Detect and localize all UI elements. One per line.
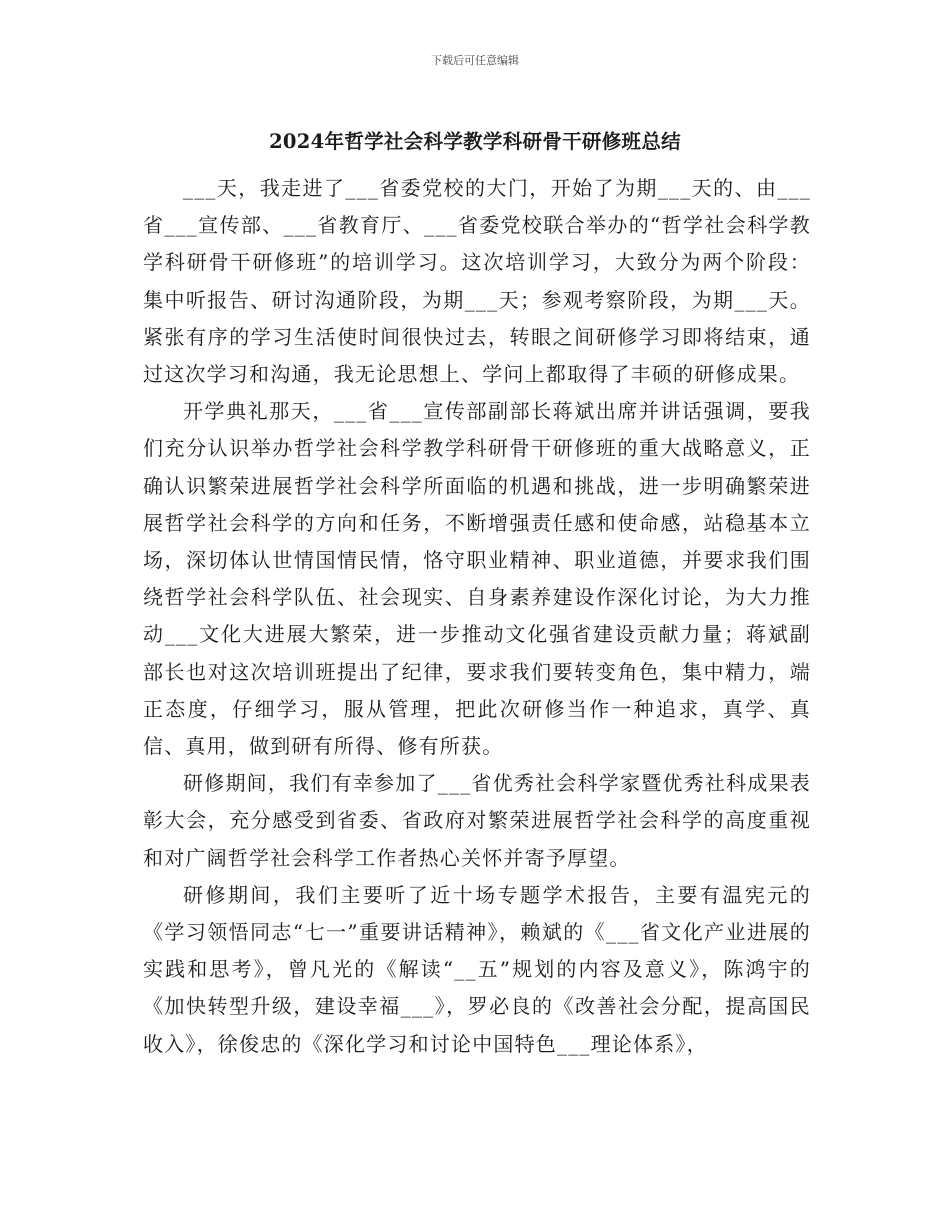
document-title: 2024年哲学社会科学教学科研骨干研修班总结 xyxy=(269,130,681,153)
paragraph-opening-ceremony: 开学典礼那天，___省___宣传部副部长蒋斌出席并讲话强调，要我们充分认识举办哲学社会科学教学科研骨干研修班的重大战略意义，正确认识繁荣进展哲学社会科学所面临的机遇和挑战，进一步明确繁荣进展哲学社会科学的方向和任务，不断增强责任感和使命感，站稳基本立场，深切体认世情国情民情，恪守职业精神、职业道德，并要求我们围绕哲学社会科学队伍、社会现实、自身素养建设作深化讨论，为大力推动___文化大进展大繁荣，进一步推动文化强省建设贡献力量；蒋斌副部长也对这次培训班提出了纪律，要求我们要转变角色，集中精力，端正态度，仔细学习，服从管理，把此次研修当作一种追求，真学、真信、真用，做到研有所得、修有所获。 xyxy=(143,399,811,759)
paragraph-lectures: 研修期间，我们主要听了近十场专题学术报告，主要有温宪元的《学习领悟同志“七一”重要讲话精神》，赖斌的《___省文化产业进展的实践和思考》，曾凡光的《解读“__五”规划的内容及意义》，陈鸿宇的《加快转型升级，建设幸福___》，罗必良的《改善社会分配，提高国民收入》，徐俊忠的《深化学习和讨论中国特色___理论体系》， xyxy=(143,882,811,1056)
paragraph-commendation: 研修期间，我们有幸参加了___省优秀社会科学家暨优秀社科成果表彰大会，充分感受到省委、省政府对繁荣进展哲学社会科学的高度重视和对广阔哲学社会科学工作者热心关怀并寄予厚望。 xyxy=(143,771,811,870)
page-header: 下载后可任意编辑 xyxy=(431,54,519,67)
document-body xyxy=(143,170,811,1063)
paragraph-intro: ___天，我走进了___省委党校的大门，开始了为期___天的、由___省___宣传部、___省教育厅、___省委党校联合举办的“哲学社会科学教学科研骨干研修班”的培训学习。这次培训学习，大致分为两个阶段：集中听报告、研讨沟通阶段，为期___天；参观考察阶段，为期___天。紧张有序的学习生活使时间很快过去，转眼之间研修学习即将结束，通过这次学习和沟通，我无论思想上、学问上都取得了丰硕的研修成果。 xyxy=(143,176,811,387)
